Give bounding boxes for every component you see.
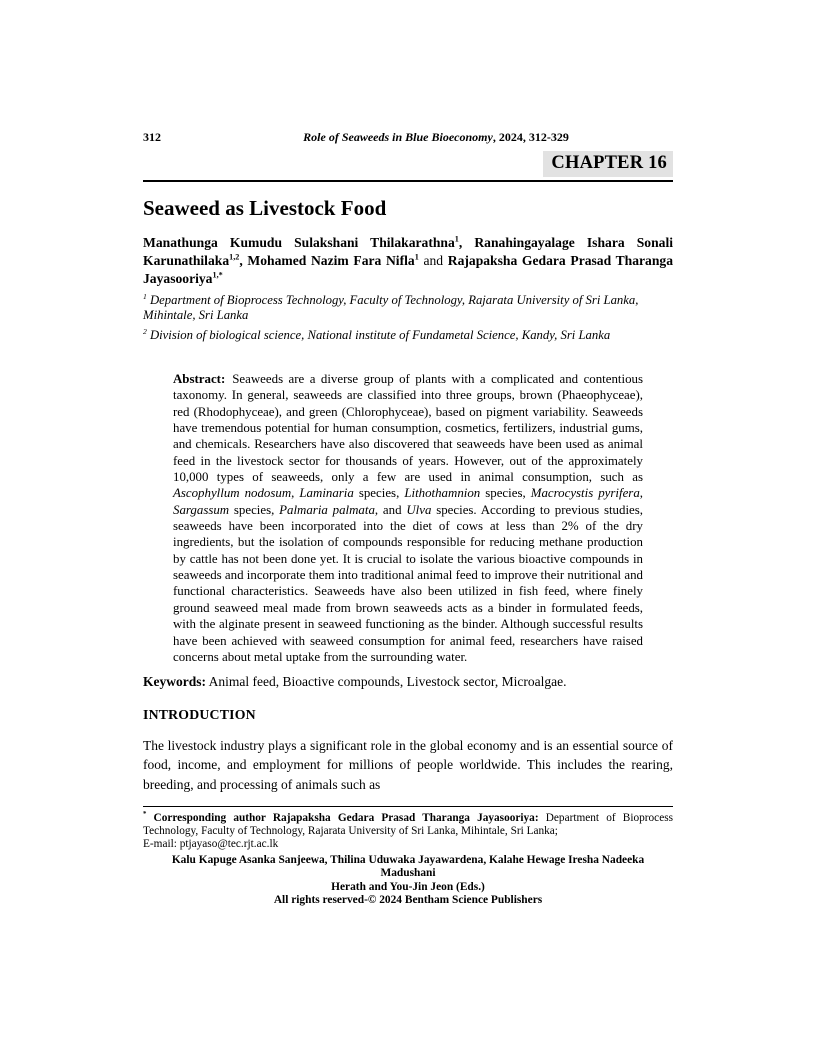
page-number: 312	[143, 130, 161, 144]
abstract-segment: species,	[353, 486, 405, 501]
running-title	[143, 130, 673, 145]
affiliation-marker: 1	[143, 291, 147, 301]
section-heading-introduction: INTRODUCTION	[143, 707, 256, 722]
abstract-segment: species,	[480, 486, 531, 501]
abstract-segment: species. According to previous studies, seaweeds have been incorporated into the diet of cows at less than 2% of the dry ingredients, but the isolation of compounds responsible for reducing methane production by cattle has not been done yet. It is crucial to isolate the various bioactive compounds in seaweeds and incorporate them into traditional animal feed to improve their nutritional and functional characteristics. Seaweeds have also been utilized in fish feed, where finely ground seaweed meal made from brown seaweeds acts as a binder in formulated feeds, with the alginate present in seaweed functioning as the binder. Although successful results have been achieved with seaweed consumption for animal feed, researchers have raised concerns about metal uptake from the surrounding water.	[173, 502, 643, 664]
affiliation-text: Department of Bioprocess Technology, Faculty of Technology, Rajarata University of Sri Lanka, Mihintale, Sri Lanka	[143, 293, 639, 322]
author-name: Mohamed Nazim Fara Nifla	[247, 253, 415, 269]
author-affiliation-sup: 1	[414, 252, 419, 262]
footnote-affiliation-text: Department of Bioprocess Technology, Faculty of Technology, Rajarata University of Sri Lanka, Mihintale, Sri Lanka;	[143, 812, 674, 837]
running-title-book: Role of Seaweeds in Blue Bioeconomy	[303, 130, 493, 144]
affiliation-marker: 2	[143, 326, 147, 336]
footnote-rule	[143, 806, 673, 807]
running-title-pages: , 2024, 312-329	[492, 130, 569, 144]
abstract-segment: Seaweeds are a diverse group of plants with a complicated and contentious taxonomy. In general, seaweeds are classified into three groups, brown (Phaeophyceae), red (Rhodophyceae), and green (Chlorophyceae), based on pigment variability. Seaweeds have tremendous potential for human consumption, cosmetics, fertilizers, industrial gums, and chemicals. Researchers have also discovered that seaweeds have been used as animal feed in the livestock sector for thousands of years. However, out of the approximately 10,000 types of seaweeds, only a few are used in animal consumption, such as	[173, 372, 643, 485]
publisher-imprint	[143, 854, 673, 908]
species-name: Palmaria palmata	[279, 502, 375, 517]
author-separator: ,	[458, 235, 475, 250]
author-name: Rajapaksha Gedara Prasad Tharanga Jayasooriya	[143, 253, 673, 287]
abstract-label: Abstract:	[173, 372, 226, 386]
abstract-text	[173, 371, 643, 665]
introduction-paragraph: The livestock industry plays a significant role in the global economy and is an essential source of food, income, and employment for millions of people worldwide. This includes the rearing, breeding, and processing of animals such as	[143, 738, 673, 792]
editors-line: Herath and You-Jin Jeon (Eds.)	[331, 880, 485, 893]
affiliation-text: Division of biological science, National institute of Fundametal Science, Kandy, Sri Lanka	[146, 328, 611, 342]
author-affiliation-sup: 1,2	[229, 252, 240, 262]
species-name: Laminaria	[299, 486, 354, 501]
keywords-line	[143, 674, 673, 690]
author-separator: ,	[239, 253, 248, 269]
author-affiliation-sup: 1,*	[212, 270, 223, 280]
affiliation	[143, 293, 673, 323]
rights-line: All rights reserved-© 2024 Bentham Science Publishers	[273, 894, 543, 907]
keywords-label: Keywords:	[143, 674, 206, 689]
keywords-text: Animal feed, Bioactive compounds, Livestock sector, Microalgae.	[206, 674, 567, 689]
corresponding-author-footnote	[143, 812, 673, 851]
header-rule	[143, 180, 673, 182]
author-connector: and	[418, 253, 448, 269]
species-name: Sargassum	[173, 502, 230, 517]
chapter-badge-row	[143, 151, 673, 177]
footnote-author-label: Corresponding author Rajapaksha Gedara Prasad Tharanga Jayasooriya:	[146, 812, 539, 824]
editors-line: Kalu Kapuge Asanka Sanjeewa, Thilina Uduwaka Jayawardena, Kalahe Hewage Iresha Nadeeka Madushani	[171, 854, 645, 880]
author-name: Ranahingayalage Ishara Sonali Karunathilaka	[143, 235, 674, 269]
footnote-marker: *	[143, 811, 147, 819]
author-name: Manathunga Kumudu Sulakshani Thilakarathna	[143, 235, 455, 250]
abstract-segment: ,	[639, 486, 643, 501]
species-name: Ascophyllum nodosum	[173, 486, 292, 501]
running-header	[143, 130, 673, 145]
chapter-badge: CHAPTER 16	[543, 151, 673, 177]
abstract-segment: , and	[374, 502, 407, 517]
species-name: Macrocystis pyrifera	[530, 486, 640, 501]
abstract-segment: ,	[291, 486, 300, 501]
author-affiliation-sup: 1	[454, 234, 459, 244]
footnote-email: E-mail: ptjayaso@tec.rjt.ac.lk	[143, 838, 279, 850]
author-list	[143, 234, 673, 289]
species-name: Ulva	[406, 502, 432, 517]
species-name: Lithothamnion	[404, 486, 481, 501]
affiliation	[143, 328, 673, 343]
abstract-segment: species,	[229, 502, 280, 517]
chapter-title: Seaweed as Livestock Food	[143, 196, 387, 220]
